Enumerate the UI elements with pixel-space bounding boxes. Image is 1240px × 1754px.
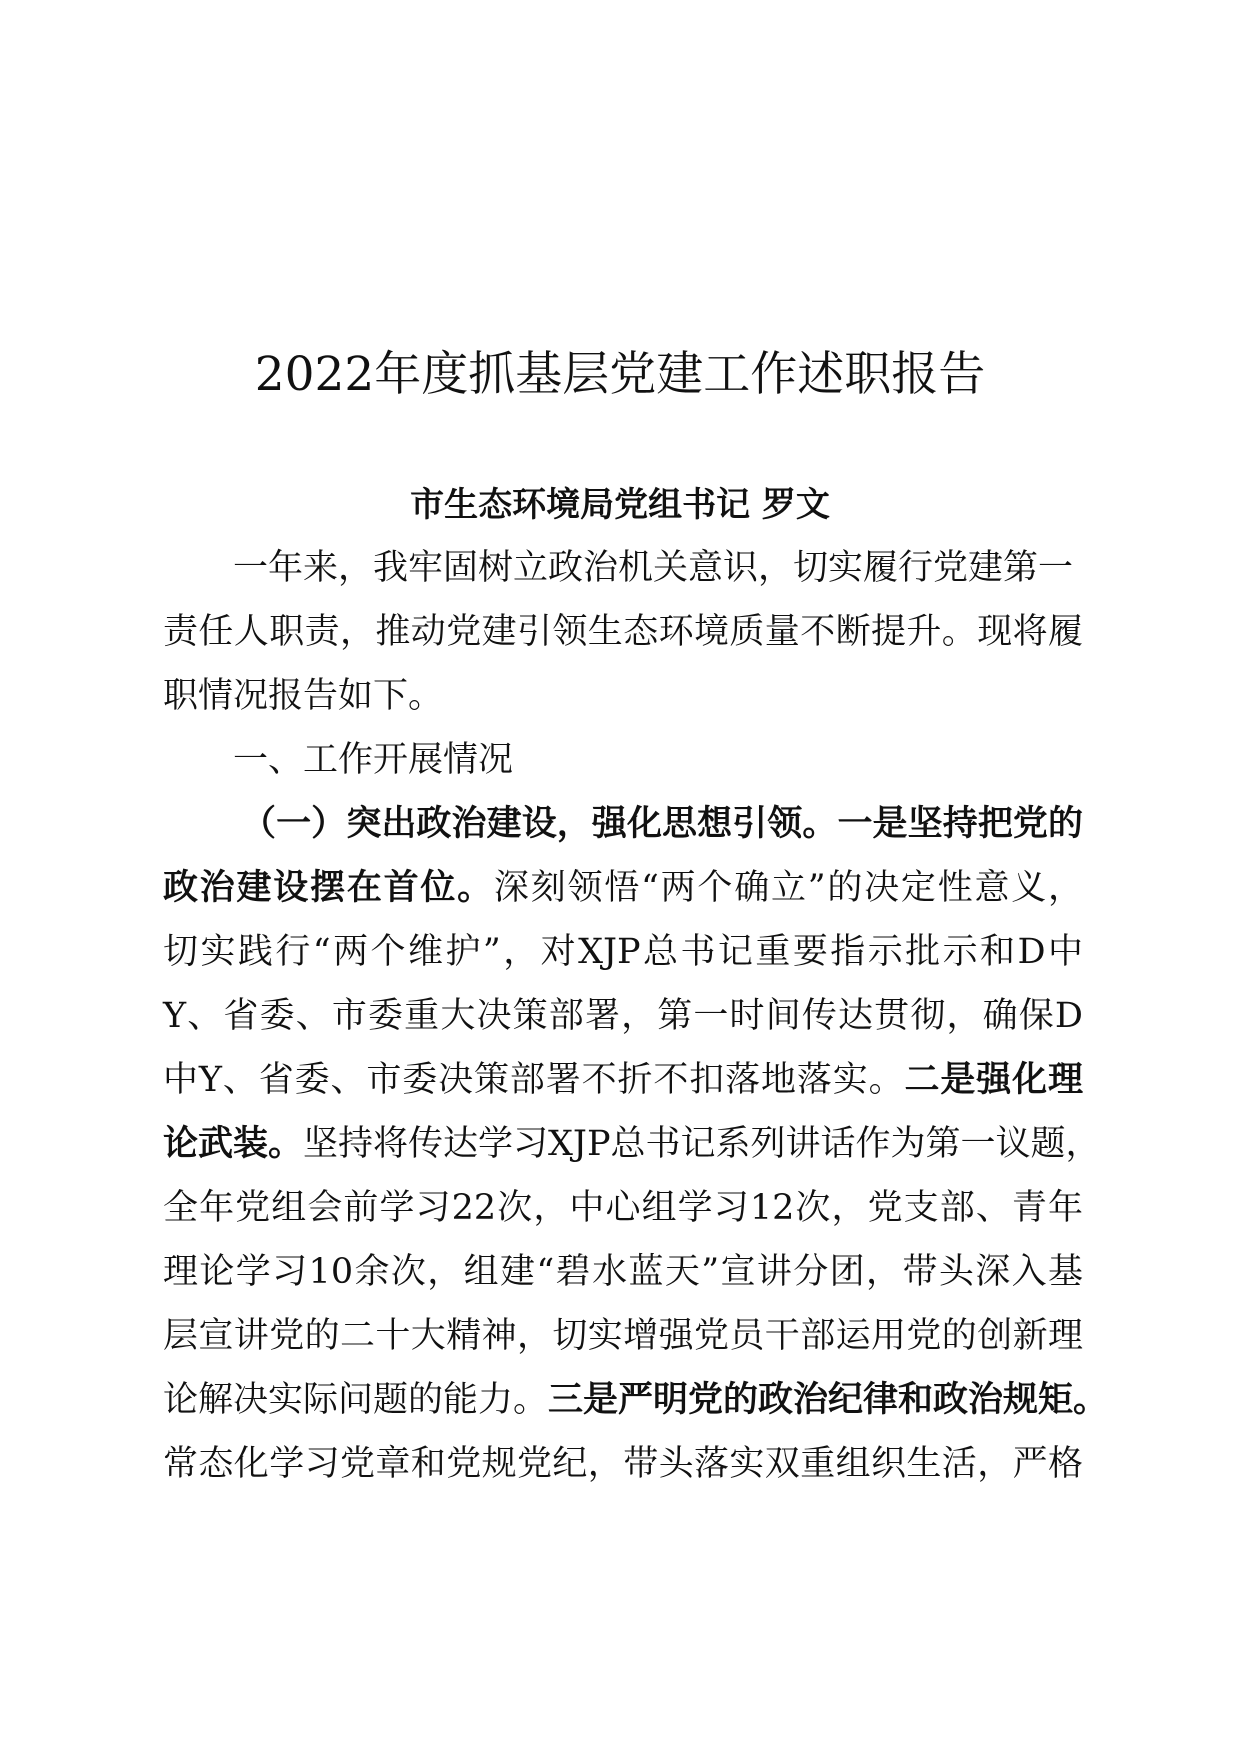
body-line [233, 536, 1083, 600]
body-line [163, 920, 1083, 984]
body-line [241, 792, 1083, 856]
text-run: 一、工作开展情况 [233, 740, 514, 780]
document-title: 2022年度抓基层党建工作述职报告 [254, 347, 986, 402]
text-run: 切实践行“两个维护”，对XJP总书记重要指示批示和D中 [163, 932, 1083, 972]
bold-run: 论武装。 [163, 1124, 304, 1164]
author-line: 市生态环境局党组书记 罗文 [410, 485, 830, 525]
text-run: 层宣讲党的二十大精神，切实增强党员干部运用党的创新理 [163, 1316, 1083, 1356]
text-run: 论解决实际问题的能力。 [163, 1380, 549, 1420]
text-run: 一年来，我牢固树立政治机关意识，切实履行党建第一 [233, 548, 1074, 588]
text-run: 深刻领悟“两个确立”的决定性意义， [493, 868, 1083, 908]
body-line [163, 1240, 1083, 1304]
bold-run: 二是强化理 [904, 1060, 1083, 1100]
body-line [163, 1048, 1083, 1112]
bold-run: 政治建设摆在首位。 [163, 868, 494, 908]
body-line [163, 1368, 1109, 1432]
text-run: Y、省委、市委重大决策部署，第一时间传达贯彻，确保D [163, 996, 1083, 1036]
text-run: 理论学习10余次，组建“碧水蓝天”宣讲分团，带头深入基 [163, 1252, 1083, 1292]
body-line [163, 984, 1083, 1048]
bold-run: 三是严明党的政治纪律和政治规矩。 [548, 1380, 1109, 1420]
text-run: 职情况报告如下。 [163, 676, 444, 716]
body-line [163, 1432, 1083, 1496]
body-line [163, 1176, 1083, 1240]
text-run: 常态化学习党章和党规党纪，带头落实双重组织生活，严格 [163, 1444, 1083, 1484]
text-run: 责任人职责，推动党建引领生态环境质量不断提升。现将履 [163, 612, 1083, 652]
body-line [163, 664, 1083, 728]
section-heading [233, 728, 1083, 792]
bold-run: （一）突出政治建设，强化思想引领。一是坚持把党的 [241, 804, 1083, 844]
body-line [163, 1304, 1083, 1368]
text-run: 中Y、省委、市委决策部署不折不扣落地落实。 [163, 1060, 905, 1100]
text-run: 坚持将传达学习XJP总书记系列讲话作为第一议题， [303, 1124, 1101, 1164]
text-run: 全年党组会前学习22次，中心组学习12次，党支部、青年 [163, 1188, 1083, 1228]
body-line [163, 1112, 1101, 1176]
body-line [163, 856, 1083, 920]
body-line [163, 600, 1083, 664]
